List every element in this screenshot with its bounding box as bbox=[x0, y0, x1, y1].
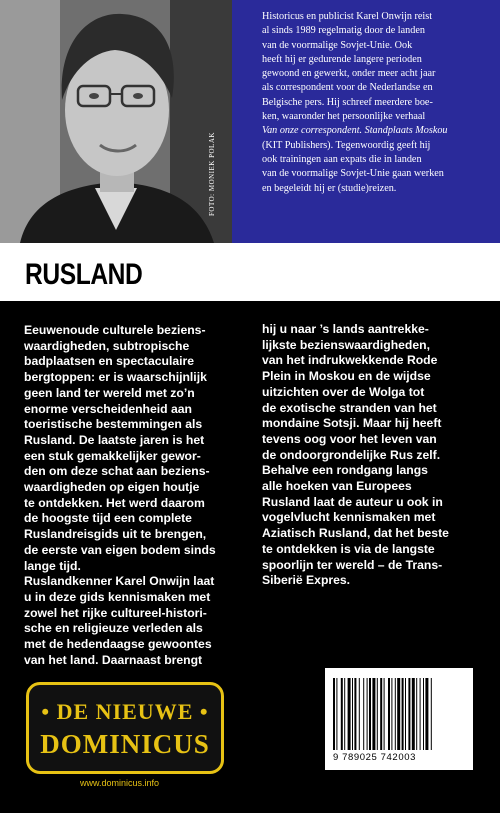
blurb-line: van het land. Daarnaast brengt bbox=[24, 652, 203, 667]
blurb-line: den om deze schat aan beziens- bbox=[24, 464, 210, 479]
logo-line-2: DOMINICUS bbox=[40, 729, 210, 759]
blurb-line: Siberië Expres. bbox=[262, 573, 351, 588]
blurb-line: Ruslandreisgids uit te brengen, bbox=[24, 527, 207, 542]
book-title: RUSLAND bbox=[25, 258, 143, 291]
barcode-digits: 9 789025 742003 bbox=[333, 752, 416, 763]
bio-line: en begeleidt hij er (studie)reizen. bbox=[262, 182, 397, 194]
blurb-line: te ontdekken is via de langste bbox=[262, 541, 435, 556]
bio-line: (KIT Publishers). Tegenwoordig geeft hij bbox=[262, 139, 431, 151]
blurb-line: Ruslandkenner Karel Onwijn laat bbox=[24, 574, 215, 589]
publisher-website[interactable]: www.dominicus.info bbox=[80, 778, 160, 788]
blurb-line: waardigheden op eigen houtje bbox=[24, 480, 200, 495]
blurb-line: mondaine Sotsji. Maar hij heeft bbox=[262, 416, 442, 431]
photo-credit: FOTO: MONIEK POLAK bbox=[208, 132, 216, 216]
blurb-line: Rusland laat de auteur u ook in bbox=[262, 494, 443, 509]
blurb-line: bergtoppen: er is waarschijnlijk bbox=[24, 370, 207, 385]
bio-line: als correspondent voor de Nederlandse en bbox=[262, 82, 433, 94]
blurb-line: geen land ter wereld met zo’n bbox=[24, 385, 195, 400]
bio-line: heeft hij er gedurende langere perioden bbox=[262, 53, 422, 65]
author-bio bbox=[232, 0, 500, 243]
blurb-line: de ondoorgrondelijke Rus zelf. bbox=[262, 447, 441, 462]
bio-line: Van onze correspondent. Standplaats Moskou bbox=[262, 125, 448, 137]
blurb-line: lange tijd. bbox=[24, 558, 81, 573]
bio-line: van de voormalige Sovjet-Unie. Ook bbox=[262, 39, 413, 51]
blurb-line: Behalve een rondgang langs bbox=[262, 463, 428, 478]
blurb-line: spoorlijn ter wereld – de Trans- bbox=[262, 557, 443, 572]
blurb-line: zowel het rijke cultureel-histori- bbox=[24, 605, 207, 620]
blurb-line: lijkste bezienswaardigheden, bbox=[262, 337, 430, 352]
blurb-line: een stuk gemakkelijker gewor- bbox=[24, 448, 201, 463]
blurb-line: van het indrukwekkende Rode bbox=[262, 353, 438, 368]
blurb-line: met de hedendaagse gewoontes bbox=[24, 637, 212, 652]
blurb-line: uitzichten over de Wolga tot bbox=[262, 384, 425, 399]
logo-line-1: • DE NIEUWE • bbox=[41, 699, 209, 724]
blurb-line: hij u naar ’s lands aantrekke- bbox=[262, 322, 429, 336]
blurb-line: alle hoeken van Europees bbox=[262, 479, 412, 494]
bio-line: ook trainingen aan expats die in landen bbox=[262, 153, 422, 165]
blurb-line: badplaatsen en spectaculaire bbox=[24, 354, 195, 369]
blurb-line: waardigheden, subtropische bbox=[24, 338, 190, 353]
blurb-line: te ontdekken. Het werd daarom bbox=[24, 495, 205, 510]
bio-line: gewoond en gewerkt, onder meer acht jaar bbox=[262, 68, 436, 80]
bio-line: van de voormalige Sovjet-Unie gaan werken bbox=[262, 168, 444, 180]
blurb-line: toeristische bestemmingen als bbox=[24, 417, 203, 432]
blurb-line: sche en religieuze verleden als bbox=[24, 621, 203, 636]
author-photo bbox=[0, 0, 232, 243]
blurb-line: Plein in Moskou en de wijdse bbox=[262, 369, 431, 384]
blurb-line: Eeuwenoude culturele beziens- bbox=[24, 323, 206, 337]
blurb-line: de hoogste tijd een complete bbox=[24, 511, 192, 526]
bio-line: Historicus en publicist Karel Onwijn reist bbox=[262, 11, 433, 22]
blurb-line: Aziatisch Rusland, dat het beste bbox=[262, 526, 449, 541]
blurb-left-column bbox=[24, 323, 250, 668]
blurb-line: Rusland. De laatste jaren is het bbox=[24, 432, 205, 447]
blurb-line: enorme verscheidenheid aan bbox=[24, 401, 192, 416]
blurb-right-column bbox=[262, 322, 488, 589]
blurb-line: de exotische stranden van het bbox=[262, 400, 437, 415]
publisher-logo bbox=[26, 682, 224, 774]
barcode-bars-icon bbox=[325, 668, 473, 754]
blurb-line: tevens oog voor het leven van bbox=[262, 431, 437, 446]
blurb-line: de eerste van eigen bodem sinds bbox=[24, 542, 216, 557]
bio-line: Belgische pers. Hij schreef meerdere boe- bbox=[262, 96, 433, 108]
bio-line: ken, waaronder het persoonlijke verhaal bbox=[262, 111, 426, 123]
blurb-line: vogelvlucht kennismaken met bbox=[262, 510, 436, 525]
blurb-line: u in deze gids kennismaken met bbox=[24, 589, 211, 604]
bio-line: al sinds 1989 regelmatig door de landen bbox=[262, 25, 425, 37]
